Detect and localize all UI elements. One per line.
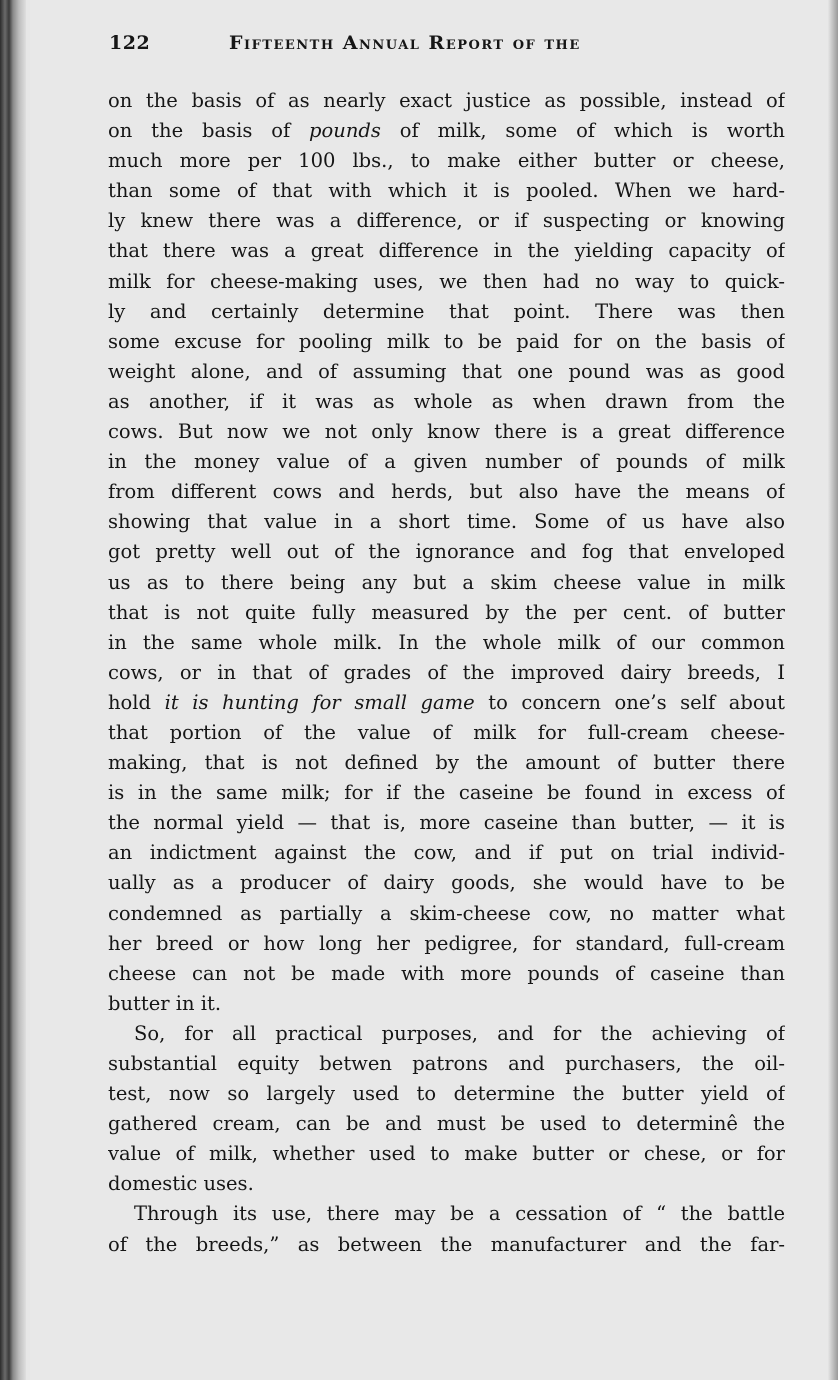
text-line: condemned as partially a skim-cheese cow, no matter what (108, 901, 785, 925)
text-line: in the money value of a given number of pounds of milk (108, 450, 785, 474)
text-line: much more per 100 lbs., to make either butter or cheese, (108, 149, 785, 173)
text-line: us as to there being any but a skim cheese value in milk (108, 570, 785, 594)
page-number: 122 (109, 32, 151, 54)
text-line: is in the same milk; for if the caseine be found in excess of (108, 781, 785, 805)
text-line: as another, if it was as whole as when drawn from the (108, 389, 785, 413)
italic-phrase: pounds (309, 119, 381, 143)
text-span: of milk, some of which is worth (380, 119, 785, 143)
text-line: the normal yield — that is, more caseine than butter, — it is (108, 811, 785, 835)
text-line: got pretty well out of the ignorance and fog that enveloped (108, 540, 785, 564)
text-line: ly and certainly determine that point. There was then (108, 299, 785, 323)
text-line: ly knew there was a difference, or if suspecting or knowing (108, 209, 785, 233)
text-line: some excuse for pooling milk to be paid for on the basis of (108, 329, 785, 353)
text-span: hold (108, 690, 165, 714)
text-line: milk for cheese-making uses, we then had no way to quick- (108, 269, 785, 293)
text-line (108, 688, 785, 718)
text-line: that there was a great difference in the yielding capacity of (108, 239, 785, 263)
text-line: domestic uses. (108, 1172, 254, 1196)
text-line: cheese can not be made with more pounds of caseine than (108, 961, 785, 985)
text-line: of the breeds,” as between the manufacturer and the far- (108, 1232, 785, 1256)
text-line: test, now so largely used to determine the butter yield of (108, 1082, 785, 1106)
text-line: So, for all practical purposes, and for the achieving of (134, 1021, 785, 1045)
text-line: in the same whole milk. In the whole milk of our common (108, 630, 785, 654)
text-line: making, that is not defined by the amount of butter there (108, 751, 785, 775)
text-line: substantial equity betwen patrons and purchasers, the oil- (108, 1052, 785, 1075)
text-line: from different cows and herds, but also have the means of (108, 480, 785, 504)
running-head: Fifteenth Annual Report of the (229, 32, 581, 54)
text-line: ually as a producer of dairy goods, she would have to be (108, 871, 785, 895)
text-span: on the basis of (108, 119, 310, 143)
text-line: cows. But now we not only know there is a great difference (108, 420, 785, 444)
text-line: that is not quite fully measured by the per cent. of butter (108, 600, 785, 624)
text-line: gathered cream, can be and must be used to determinê the (108, 1112, 785, 1136)
text-line: on the basis of as nearly exact justice as possible, instead of (108, 89, 785, 112)
text-span: to concern one’s self about (474, 690, 785, 714)
text-line: showing that value in a short time. Some of us have also (108, 510, 785, 534)
page-header (109, 32, 785, 62)
book-binding-shadow (0, 0, 26, 1380)
text-line: her breed or how long her pedigree, for standard, full-cream (108, 931, 785, 955)
text-line: butter in it. (108, 991, 222, 1015)
text-line: than some of that with which it is pooled. When we hard- (108, 179, 785, 203)
text-line (108, 116, 785, 146)
page-edge-shadow (828, 0, 838, 1380)
text-line: cows, or in that of grades of the improved dairy breeds, I (108, 660, 785, 684)
italic-phrase: it is hunting for small game (164, 690, 475, 714)
text-line: value of milk, whether used to make butter or chese, or for (108, 1142, 785, 1166)
text-line: an indictment against the cow, and if put on trial individ- (108, 841, 785, 865)
text-line: weight alone, and of assuming that one pound was as good (108, 359, 785, 383)
body-text (108, 86, 785, 1260)
text-line: Through its use, there may be a cessation of “ the battle (134, 1202, 785, 1226)
text-line: that portion of the value of milk for full-cream cheese- (108, 720, 785, 744)
